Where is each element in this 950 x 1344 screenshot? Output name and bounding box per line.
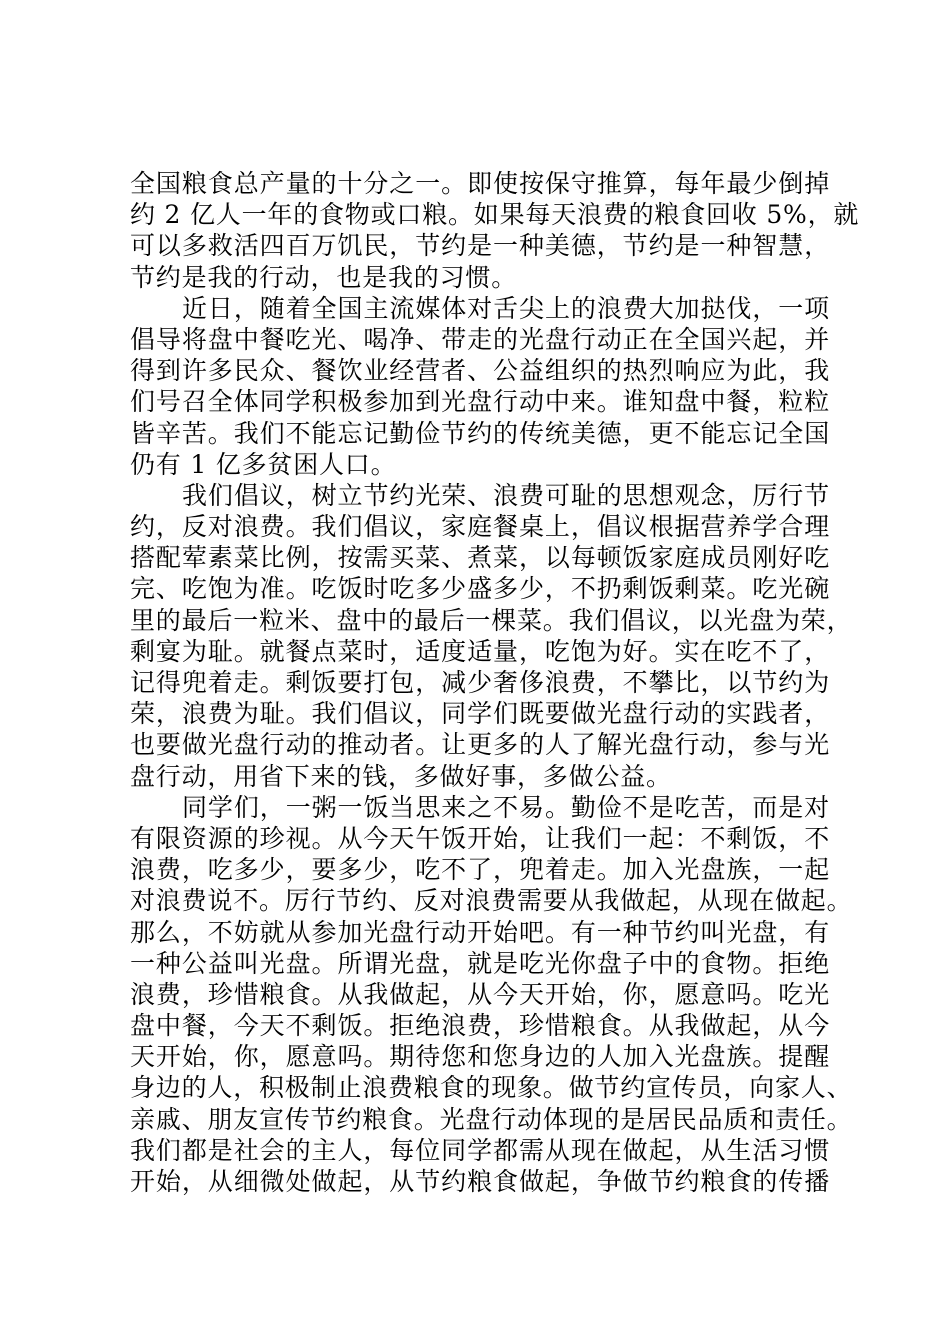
text-line: 也要做光盘行动的推动者。让更多的人了解光盘行动，参与光 — [130, 730, 830, 760]
text-line: 近日，随着全国主流媒体对舌尖上的浪费大加挞伐，一项 — [182, 293, 830, 323]
text-line: 可以多救活四百万饥民，节约是一种美德，节约是一种智慧， — [130, 231, 830, 261]
text-line: 剩宴为耻。就餐点菜时，适度适量，吃饱为好。实在吃不了， — [130, 636, 830, 666]
text-line: 约，反对浪费。我们倡议，家庭餐桌上，倡议根据营养学合理 — [130, 512, 830, 542]
text-line: 一种公益叫光盘。所谓光盘，就是吃光你盘子中的食物。拒绝 — [130, 948, 830, 978]
text-line: 皆辛苦。我们不能忘记勤俭节约的传统美德，更不能忘记全国 — [130, 418, 830, 448]
text-line: 搭配荤素菜比例，按需买菜、煮菜，以每顿饭家庭成员刚好吃 — [130, 543, 830, 573]
paragraph — [130, 480, 853, 792]
text-line: 节约是我的行动，也是我的习惯。 — [130, 262, 518, 292]
text-line: 那么，不妨就从参加光盘行动开始吧。有一种节约叫光盘，有 — [130, 917, 830, 947]
text-line: 天开始，你，愿意吗。期待您和您身边的人加入光盘族。提醒 — [130, 1042, 830, 1072]
text-line: 浪费，珍惜粮食。从我做起，从今天开始，你，愿意吗。吃光 — [130, 979, 830, 1009]
paragraph — [130, 293, 830, 480]
text-line: 荣，浪费为耻。我们倡议，同学们既要做光盘行动的实践者， — [130, 699, 830, 729]
text-line: 对浪费说不。厉行节约、反对浪费需要从我做起，从现在做起。 — [130, 886, 853, 916]
text-line: 们号召全体同学积极参加到光盘行动中来。谁知盘中餐，粒粒 — [130, 387, 830, 417]
paragraph — [130, 168, 860, 293]
text-line: 开始，从细微处做起，从节约粮食做起，争做节约粮食的传播 — [130, 1167, 830, 1196]
text-line: 盘行动，用省下来的钱，多做好事，多做公益。 — [130, 761, 672, 791]
text-line: 全国粮食总产量的十分之一。即使按保守推算，每年最少倒掉 — [130, 169, 830, 198]
text-line: 仍有 1 亿多贫困人口。 — [130, 449, 397, 479]
paragraph — [130, 792, 853, 1197]
text-line: 完、吃饱为准。吃饭时吃多少盛多少，不扔剩饭剩菜。吃光碗 — [130, 574, 830, 604]
text-line: 倡导将盘中餐吃光、喝净、带走的光盘行动正在全国兴起，并 — [130, 324, 830, 354]
text-line: 浪费，吃多少，要多少，吃不了，兜着走。加入光盘族，一起 — [130, 855, 830, 885]
text-line: 同学们，一粥一饭当思来之不易。勤俭不是吃苦，而是对 — [182, 792, 830, 822]
text-line: 得到许多民众、餐饮业经营者、公益组织的热烈响应为此，我 — [130, 356, 830, 386]
text-line: 我们倡议，树立节约光荣、浪费可耻的思想观念，厉行节 — [182, 480, 830, 510]
text-line: 有限资源的珍视。从今天午饭开始，让我们一起：不剩饭，不 — [130, 823, 830, 853]
text-line: 约 2 亿人一年的食物或口粮。如果每天浪费的粮食回收 5%，就 — [130, 200, 860, 230]
text-line: 盘中餐，今天不剩饭。拒绝浪费，珍惜粮食。从我做起，从今 — [130, 1011, 830, 1041]
text-line: 我们都是社会的主人，每位同学都需从现在做起，从生活习惯 — [130, 1135, 830, 1165]
text-line: 里的最后一粒米、盘中的最后一棵菜。我们倡议，以光盘为荣， — [130, 605, 853, 635]
document-body — [130, 168, 860, 1197]
text-line: 亲戚、朋友宣传节约粮食。光盘行动体现的是居民品质和责任。 — [130, 1104, 853, 1134]
text-line: 记得兜着走。剩饭要打包，减少奢侈浪费，不攀比，以节约为 — [130, 668, 830, 697]
text-line: 身边的人，积极制止浪费粮食的现象。做节约宣传员，向家人、 — [130, 1073, 853, 1103]
